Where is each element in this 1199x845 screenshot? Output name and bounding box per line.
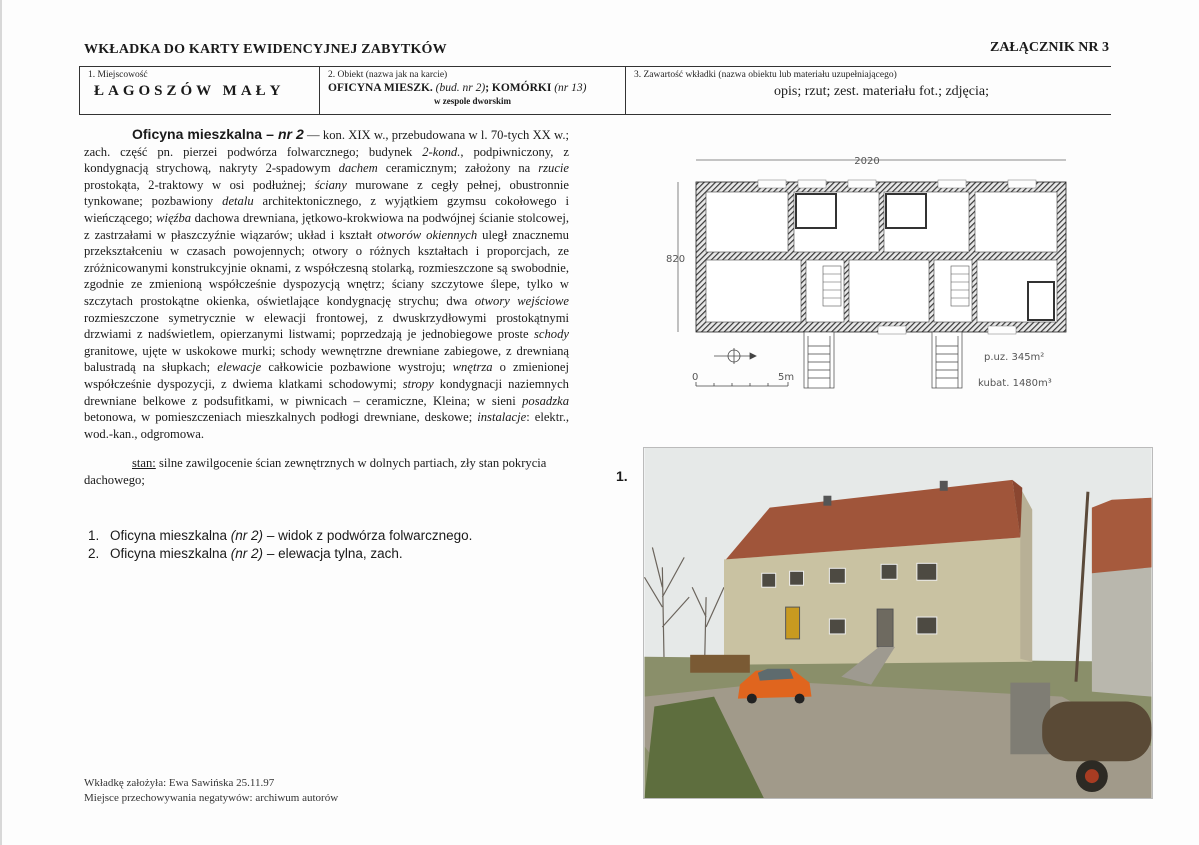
condition-value: silne zawilgocenie ścian zewnętrznych w dolnych partiach, zły stan pokrycia dachowego;: [84, 456, 547, 487]
object-bud: (bud. nr 2): [435, 82, 486, 94]
location-cell: [79, 67, 319, 114]
condition-label: stan:: [132, 456, 156, 470]
object-second: KOMÓRKI: [491, 82, 552, 94]
footer: [84, 776, 338, 806]
photo-list-item: 2. Oficyna mieszkalna (nr 2) – elewacja tylna, zach.: [88, 546, 403, 561]
object-value: [328, 82, 617, 95]
building-photograph: [643, 447, 1153, 799]
contents-label: 3. Zawartość wkładki (nazwa obiektu lub materiału uzupełniającego): [634, 70, 897, 80]
usable-area: p.uz. 345m²: [984, 352, 1045, 363]
photo-list-item: 1. Oficyna mieszkalna (nr 2) – widok z podwórza folwarcznego.: [88, 528, 473, 543]
info-table: [79, 66, 1111, 115]
lead-nr: nr 2: [277, 126, 304, 142]
condition-text: [84, 455, 569, 488]
object-sep: ;: [485, 82, 490, 94]
floor-plan-drawing: [662, 150, 1092, 395]
description-text: Oficyna mieszkalna – nr 2 — kon. XIX w., przebudowana w l. 70-tych XX w.; zach. część pn. pierzei podwórza folwarcznego; budynek 2-kond., podpiwniczony, z kondygnacją strychową, nakryty 2-spadowym dachem ceramicznym; założony na rzucie prostokąta, 2-traktowy w osi podłużnej; ściany murowane z cegły pełnej, obustronnie tynkowane; pozbawiony detalu architektonicznego, z wyjątkiem gzymsu cokołowego i wieńczącego; więźba dachowa drewniana, jętkowo-krokwiowa na podwójnej ścianie stolcowej, z zastrzałami w płaszczyźnie wiązarów; układ i kształt otworów okiennych uległ znacznemu przekształceniu w czasach powojennych; otwory o różnych kształtach i proporcjach, ze zróżnicowanymi konstrukcyjnie oknami, z współczesną stolarką, rozmieszczone są swobodnie, zgodnie ze zmienioną współcześnie dyspozycją wnętrz; ściany szczytowe ślepe, tylko w szczytach prostokątne okienka, oświetlające kondygnację strychu; dwa otwory wejściowe rozmieszczone symetrycznie w elewacji frontowej, z dwuskrzydłowymi prostokątnymi drzwiami z nadświetlem, opierzanymi listwami; poprzedzają je jednobiegowe proste schody granitowe, ujęte w uskokowe murki; schody wewnętrzne drewniane zabiegowe, z drewnianą balustradą na słupkach; elewacje całkowicie pozbawione wystroju; wnętrza o zmienionej współcześnie dyspozycji, z dwiema klatkami schodowymi; stropy kondygnacji naziemnych drewniane belkowe z podsufitkami, w piwnicach – ceramiczne, Kleina; w sieni posadzka betonowa, w pomieszczeniach mieszkalnych podłogi drewniane, deskowe; instalacje: elektr., wod.-kan., odgromowa.: [84, 126, 570, 441]
footer-archive: Miejsce przechowywania negatywów: archiwum autorów: [84, 792, 339, 804]
object-label: 2. Obiekt (nazwa jak na karcie): [328, 70, 448, 80]
north-arrow-icon: [714, 348, 756, 364]
contents-cell: [625, 67, 1111, 114]
width-dimension: 2020: [854, 156, 880, 167]
object-sub: w zespole dworskim: [434, 96, 511, 106]
object-main: OFICYNA MIESZK.: [328, 82, 433, 94]
building-volume: kubat. 1480m³: [978, 378, 1052, 389]
footer-author: Wkładkę założyła: Ewa Sawińska 25.11.97: [84, 777, 275, 789]
object-cell: [319, 67, 625, 114]
entrance-stairs: [804, 332, 962, 388]
contents-value: opis; rzut; zest. materiału fot.; zdjęcia;: [774, 84, 989, 99]
document-title: WKŁADKA DO KARTY EWIDENCYJNEJ ZABYTKÓW: [84, 42, 447, 57]
scale-bar: [696, 382, 788, 386]
object-nr: (nr 13): [554, 82, 587, 94]
scale-five: 5m: [778, 372, 795, 383]
depth-dimension: 820: [666, 254, 686, 265]
photo-number: 1.: [616, 468, 628, 484]
location-label: 1. Miejscowość: [88, 70, 148, 80]
location-value: ŁAGOSZÓW MAŁY: [94, 83, 285, 99]
annex-number: ZAŁĄCZNIK NR 3: [989, 40, 1109, 55]
photo-list: [88, 527, 472, 563]
lead-title: Oficyna mieszkalna – nr 2: [132, 126, 304, 142]
scale-zero: 0: [692, 372, 699, 383]
